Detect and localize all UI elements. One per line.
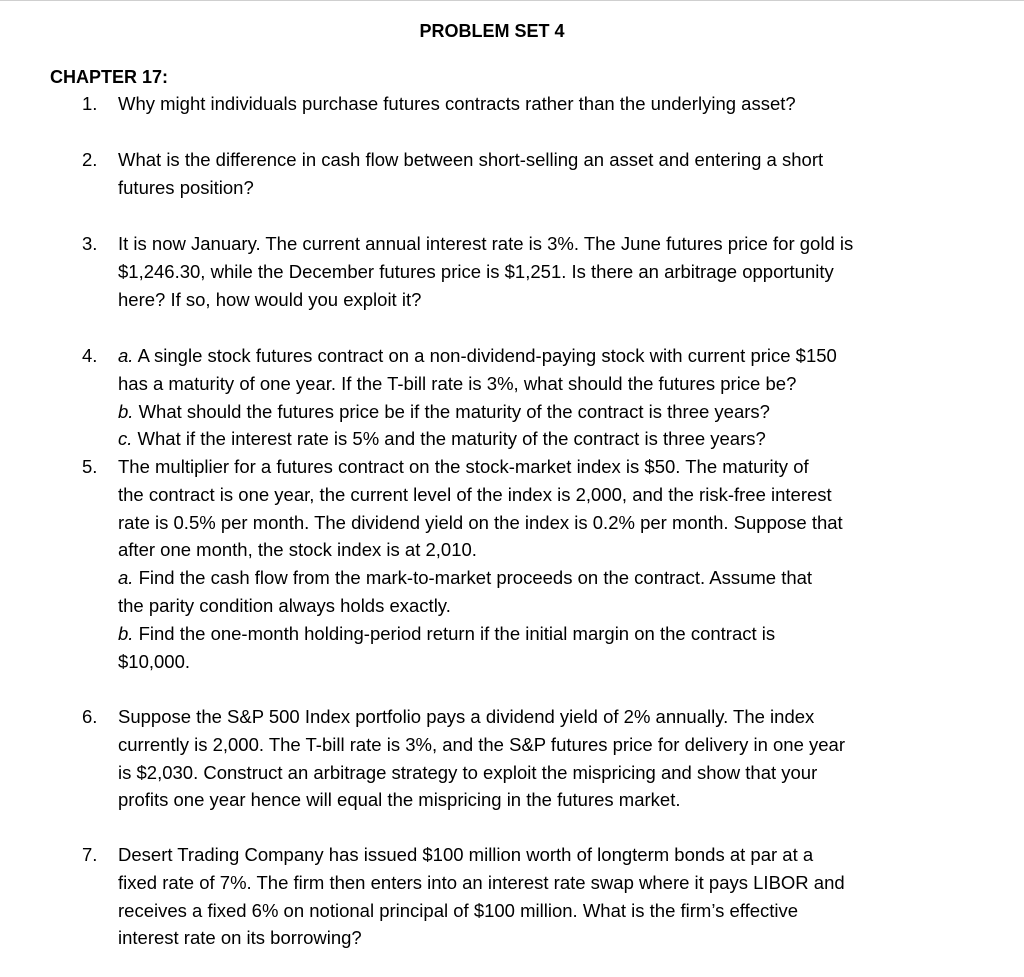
question-line xyxy=(118,620,942,648)
question-line xyxy=(118,425,942,453)
question-number: 7. xyxy=(82,844,98,865)
question-line: interest rate on its borrowing? xyxy=(118,927,362,949)
question-line: here? If so, how would you exploit it? xyxy=(118,288,422,310)
question-line: the contract is one year, the current level of the index is 2,000, and the risk-free interest xyxy=(118,483,832,505)
question-line: Suppose the S&P 500 Index portfolio pays a dividend yield of 2% annually. The index xyxy=(118,706,815,727)
top-divider xyxy=(0,0,1024,1)
question-line: has a maturity of one year. If the T-bill rate is 3%, what should the futures price be? xyxy=(118,372,797,394)
question-2 xyxy=(82,146,942,202)
question-number: 6. xyxy=(82,706,98,727)
question-line: Desert Trading Company has issued $100 million worth of longterm bonds at par at a xyxy=(118,844,814,865)
question-6 xyxy=(82,703,942,814)
question-number: 5. xyxy=(82,456,98,477)
question-5 xyxy=(82,453,942,675)
question-line: fixed rate of 7%. The firm then enters into an interest rate swap where it pays LIBOR and xyxy=(118,871,845,893)
question-number: 1. xyxy=(82,93,98,114)
question-text: Find the one-month holding-period return if the initial margin on the contract is xyxy=(138,622,776,644)
question-line: It is now January. The current annual interest rate is 3%. The June futures price for gold is xyxy=(118,233,854,254)
question-line: $10,000. xyxy=(118,650,191,672)
question-7 xyxy=(82,841,942,952)
question-line: rate is 0.5% per month. The dividend yield on the index is 0.2% per month. Suppose that xyxy=(118,511,843,533)
question-line: receives a fixed 6% on notional principal of $100 million. What is the firm’s effective xyxy=(118,899,799,921)
question-text: Find the cash flow from the mark-to-market proceeds on the contract. Assume that xyxy=(138,567,813,589)
question-line: futures position? xyxy=(118,176,254,198)
question-line: the parity condition always holds exactly. xyxy=(118,594,451,616)
part-marker: b. xyxy=(118,400,134,422)
question-4 xyxy=(82,342,942,453)
question-line: after one month, the stock index is at 2,010. xyxy=(118,539,477,561)
question-line: profits one year hence will equal the mispricing in the futures market. xyxy=(118,789,681,811)
question-text: What if the interest rate is 5% and the maturity of the contract is three years? xyxy=(137,428,766,450)
question-1 xyxy=(82,90,942,118)
question-line: is $2,030. Construct an arbitrage strategy to exploit the mispricing and show that your xyxy=(118,761,818,783)
part-marker: c. xyxy=(118,428,133,450)
question-line: Why might individuals purchase futures contracts rather than the underlying asset? xyxy=(118,93,796,114)
question-line xyxy=(118,564,942,592)
part-marker: a. xyxy=(118,567,134,589)
question-line: The multiplier for a futures contract on the stock-market index is $50. The maturity of xyxy=(118,456,809,477)
question-line xyxy=(118,342,942,370)
chapter-heading: CHAPTER 17: xyxy=(50,67,169,87)
question-line: currently is 2,000. The T-bill rate is 3%, and the S&P futures price for delivery in one year xyxy=(118,733,846,755)
question-number: 4. xyxy=(82,345,98,366)
question-line: What is the difference in cash flow between short-selling an asset and entering a short xyxy=(118,149,824,170)
question-line: $1,246.30, while the December futures price is $1,251. Is there an arbitrage opportunity xyxy=(118,260,834,282)
question-text: A single stock futures contract on a non-dividend-paying stock with current price $150 xyxy=(137,345,837,366)
part-marker: b. xyxy=(118,622,134,644)
question-3 xyxy=(82,230,942,313)
question-line xyxy=(118,398,942,426)
page-title: PROBLEM SET 4 xyxy=(419,21,565,41)
question-number: 2. xyxy=(82,149,98,170)
part-marker: a. xyxy=(118,345,134,366)
question-number: 3. xyxy=(82,233,98,254)
question-text: What should the futures price be if the maturity of the contract is three years? xyxy=(138,400,770,422)
